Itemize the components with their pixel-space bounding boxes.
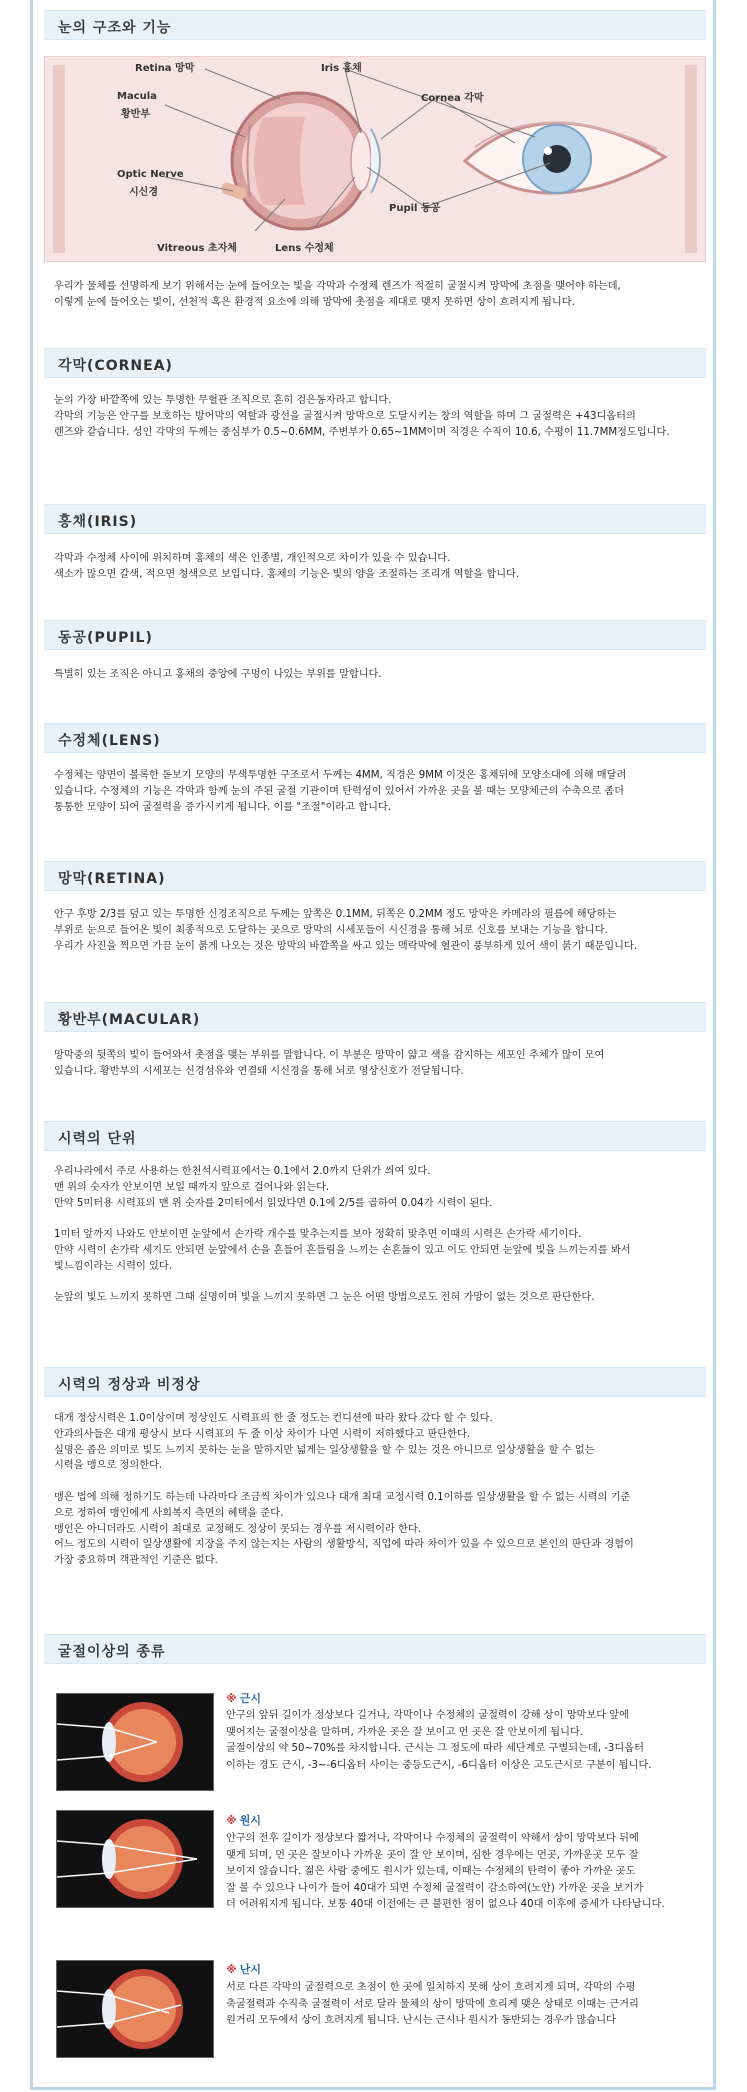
section-header-pupil [44, 620, 706, 650]
myopia-eye-illustration [57, 1694, 213, 1790]
astigmatism-eye-illustration [57, 1961, 213, 2057]
hyperopia-title [226, 1812, 261, 1828]
label-macula-ko: 황반부 [121, 109, 150, 120]
label-optic-nerve-ko: 시신경 [129, 187, 158, 198]
astigmatism-name: 난시 [239, 1963, 261, 1976]
section-title: 동공(PUPIL) [58, 630, 153, 646]
cornea-text: 눈의 가장 바깥쪽에 있는 투명한 무혈관 조직으로 흔히 검은동자라고 합니다. 각막의 기능은 안구를 보호하는 방어막의 역할과 광선을 굴절시켜 망막으로 도달시키는 창의 역할을 하며 그 굴절력은 +43디옵터의 렌즈와 같습니다. 성인 각막의 두께는 중심부가 0.5~0.6MM, 주변부가 0.65~1MM이며 직경은 수직이 10.6, 수평이 11.7MM정도입니다. [54, 395, 670, 438]
section-header-cornea [44, 348, 706, 378]
section-title: 망막(RETINA) [58, 871, 166, 887]
section-title: 시력의 단위 [58, 1131, 137, 1147]
label-iris: Iris 홍채 [321, 63, 362, 74]
structure-text: 우리가 물체를 선명하게 보기 위해서는 눈에 들어오는 빛을 각막과 수정체 렌즈가 적절히 굴절시켜 망막에 초점을 맺어야 하는데, 이렇게 눈에 들어오는 빛이, 선천적 혹은 환경적 요소에 의해 망막에 촛점을 제대로 맺지 못하면 상이 흐려지게 됩니다. [54, 281, 621, 308]
marker: ※ [226, 1814, 237, 1827]
section-header-normal-abnormal [44, 1367, 706, 1397]
section-title: 각막(CORNEA) [58, 358, 173, 374]
marker: ※ [226, 1963, 237, 1976]
section-title: 시력의 정상과 비정상 [58, 1377, 201, 1393]
left-border-decoration [53, 65, 65, 253]
section-header-iris [44, 504, 706, 534]
section-header-lens [44, 723, 706, 753]
label-optic-nerve-en: Optic Nerve [117, 169, 184, 180]
astigmatism-text: 서로 다른 각막의 굴절력으로 초점이 한 곳에 일치하지 못해 상이 흐려지게 되며, 각막의 수평 축굴절력과 수직축 굴절력이 서로 달라 물체의 상이 망막에 흐리게 맺은 상태로 이때는 근거리 원거리 모두에서 상이 흐려지게 됩니다. 난시는 근시나 원시가 동반되는 경우가 많습니다 [226, 1982, 639, 2026]
myopia-title [226, 1690, 261, 1706]
eye-diagram [44, 56, 706, 262]
eye-diagram-illustration [45, 57, 705, 261]
section-title: 눈의 구조와 기능 [58, 20, 172, 36]
label-cornea: Cornea 각막 [421, 93, 484, 104]
section-header-refractive [44, 1634, 706, 1664]
astigmatism-title [226, 1961, 261, 1977]
hyperopia-eye-illustration [57, 1811, 213, 1907]
acuity-unit-text: 우리나라에서 주로 사용하는 한천석시력표에서는 0.1에서 2.0까지 단위가 씌여 있다. 맨 위의 숫자가 안보이면 보일 때까지 앞으로 걸어나와 읽는다. 만약 5미터용 시력표의 맨 위 숫자를 2미터에서 읽었다면 0.1에 2/5를 곱하여 0.04가 시력이 된다. 1미터 앞까지 나와도 안보이면 눈앞에서 손가락 개수를 맞추는지를 보아 정확히 맞추면 이때의 시력은 손가락 세기이다. 만약 시력이 손가락 세기도 안되면 눈앞에서 손을 흔들어 흔들림을 느끼는 손흔듦이 있고 이도 안되면 눈앞에 빛을 느끼는지를 봐서 빛느낌이라는 시력이 있다. 눈앞의 빛도 느끼지 못하면 그때 실명이며 빛을 느끼지 못하면 그 눈은 어떤 방법으로도 전혀 가망이 없는 것으로 판단한다. [54, 1166, 631, 1304]
section-header-structure [44, 10, 706, 40]
myopia-diagram [56, 1693, 214, 1791]
marker: ※ [226, 1692, 237, 1705]
label-retina: Retina 망막 [135, 63, 195, 74]
label-macula-en: Macula [117, 91, 157, 102]
label-vitreous: Vitreous 초자체 [157, 243, 237, 254]
label-lens: Lens 수정체 [275, 243, 334, 254]
section-title: 홍채(IRIS) [58, 514, 138, 530]
hyperopia-diagram [56, 1810, 214, 1908]
hyperopia-name: 원시 [239, 1814, 261, 1827]
right-border-decoration [685, 65, 697, 253]
section-header-retina [44, 861, 706, 891]
section-title: 수정체(LENS) [58, 733, 161, 749]
label-pupil: Pupil 동공 [389, 203, 441, 214]
lens-text: 수정체는 양면이 볼록한 돋보기 모양의 무색투명한 구조로서 두께는 4MM, 직경은 9MM 이것은 홍채뒤에 모양소대에 의해 매달려 있습니다. 수정체의 기능은 각막과 함께 눈의 주된 굴절 기관이며 탄력성이 있어서 가까운 곳을 볼 때는 모양체근의 수축으로 좀더 통통한 모양이 되어 굴절력을 증가시키게 됩니다. 이를 "조절"이라고 합니다. [54, 770, 627, 813]
section-title: 굴절이상의 종류 [58, 1644, 166, 1660]
iris-text: 각막과 수정체 사이에 위치하며 홍채의 색은 인종별, 개인적으로 차이가 있을 수 있습니다. 색소가 많으면 갈색, 적으면 청색으로 보입니다. 홍채의 기능은 빛의 양을 조절하는 조리개 역할을 합니다. [54, 553, 520, 580]
astigmatism-diagram [56, 1960, 214, 2058]
pupil-text: 특별히 있는 조직은 아니고 홍채의 중앙에 구멍이 나있는 부위를 말합니다. [54, 669, 382, 680]
normal-abnormal-text: 대개 정상시력은 1.0이상이며 정상인도 시력표의 한 줄 정도는 컨디션에 따라 왔다 갔다 할 수 있다. 안과의사들은 대개 평상시 보다 시력표의 두 줄 이상 차이가 나면 시력이 저하했다고 판단한다. 실명은 좁은 의미로 빛도 느끼지 못하는 눈을 말하지만 넓게는 일상생활을 할 수 있는 것은 아니므로 일상생활을 할 수 없는 시력을 맹으로 정의한다. 맹은 법에 의해 정하기도 하는데 나라마다 조금씩 차이가 있으나 대개 최대 교정시력 0.1이하를 일상생활을 할 수 없는 시력의 기준 으로 정하여 맹인에게 사회복지 측면의 혜택을 준다. 맹인은 아니더라도 시력이 최대로 교정해도 정상이 못되는 경우를 저시력이라 한다. 어느 정도의 시력이 일상생활에 지장을 주지 않는지는 사람의 생활방식, 직업에 따라 차이가 있을 수 있으므로 본인의 판단과 경험이 가장 중요하며 객관적인 기준은 없다. [54, 1413, 634, 1567]
myopia-text: 안구의 앞뒤 길이가 정상보다 길거나, 각막이나 수정체의 굴절력이 강해 상이 망막보다 앞에 맺어지는 굴절이상을 말하며, 가까운 곳은 잘 보이고 먼 곳은 잘 안보이게 됩니다. 굴절이상의 약 50~70%를 차지합니다. 근시는 그 정도에 따라 세단계로 구별되는데, -3디옵터 이하는 경도 근시, -3~-6디옵터 사이는 중등도근시, -6디옵터 이상은 고도근시로 구분이 됩니다. [226, 1710, 652, 1771]
hyperopia-text: 안구의 전후 길이가 정상보다 짧거나, 각막이나 수정체의 굴절력이 약해서 상이 망막보다 뒤에 맺게 되며, 먼 곳은 잘보이나 가까운 곳이 잘 안 보이며, 심한 경우에는 먼곳, 가까운곳 모두 잘 보이지 않습니다. 젊은 사람 중에도 원시가 있는데, 이때는 수정체의 탄력이 좋아 가까운 곳도 잘 볼 수 있으나 나이가 들어 40대가 되면 수정체 굴절력이 감소하여(노안) 가까운 곳을 보기가 더 어려워지게 됩니다. 보통 40대 이전에는 큰 불편한 점이 없으나 40대 이후에 증세가 나타납니다. [226, 1833, 665, 1910]
section-header-acuity-unit [44, 1121, 706, 1151]
retina-text: 안구 후방 2/3를 덮고 있는 투명한 신경조직으로 두께는 앞쪽은 0.1MM, 뒤쪽은 0.2MM 정도 망막은 카메라의 필름에 해당하는 부위로 눈으로 들어온 빛이 최종적으로 도달하는 곳으로 망막의 시세포들이 시신경을 통해 뇌로 신호를 보내는 기능을 합니다. 우리가 사진을 찍으면 가끔 눈이 붉게 나오는 것은 망막의 바깥쪽을 싸고 있는 맥락막에 혈관이 풍부하게 있어 색이 붉기 때문입니다. [54, 909, 638, 952]
myopia-name: 근시 [239, 1692, 261, 1705]
section-title: 황반부(MACULAR) [58, 1012, 201, 1028]
section-header-macula [44, 1002, 706, 1032]
macula-text: 망막중의 뒷쪽의 빛이 들어와서 촛점을 맺는 부위를 말합니다. 이 부분은 망막이 얇고 색을 감지하는 세포인 추체가 많이 모여 있습니다. 황반부의 시세포는 신경섬유와 연결돼 시신경을 통해 뇌로 영상신호가 전달됩니다. [54, 1050, 605, 1077]
